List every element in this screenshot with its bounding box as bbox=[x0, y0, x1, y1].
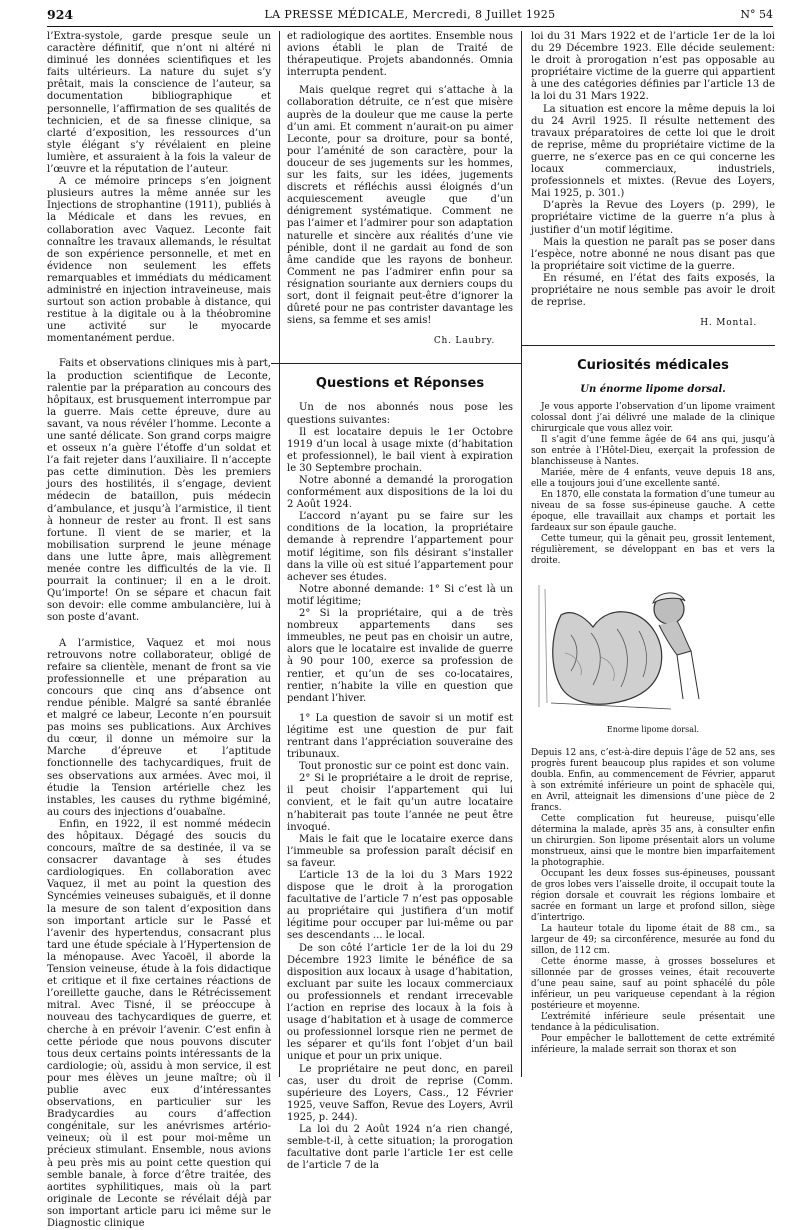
journal-title: LA PRESSE MÉDICALE, Mercredi, 8 Juillet 1925 bbox=[264, 8, 556, 21]
paragraph: et radiologique des aortites. Ensemble nous avions établi le plan de Traité de thérapeutique. Projets abandonnés. Omnia interrupta pendent. bbox=[287, 31, 513, 79]
issue-number: N° 54 bbox=[740, 8, 773, 21]
column-divider bbox=[279, 31, 280, 1077]
paragraph: 1° La question de savoir si un motif est légitime est une question de pur fait rentrant dans l’appréciation souveraine des tribunaux. bbox=[287, 712, 513, 761]
paragraph: Mariée, mère de 4 enfants, veuve depuis 18 ans, elle a toujours joui d’une excellente santé. bbox=[531, 468, 775, 490]
page-number: 924 bbox=[47, 7, 74, 22]
paragraph: Faits et observations cliniques mis à part, la production scientifique de Leconte, ralentie par la préparation au concours des hôpitaux, est brusquement interrompue par la guerre. Mais cette épreuve, dure au savant, va nous révéler l’homme. Leconte a une santé délicate. Son grand corps maigre et osseux n’a guère l’étoffe d’un soldat et l’a fait rejeter dans l’auxiliaire. Il n’accepte pas cette diminution. Dès les premiers jours des hostilités, il s’engage, devient médecin de bataillon, puis médecin d’ambulance, et jusqu’à l’armistice, il tient à honneur de rester au front. Il est sans fortune. Il vient de se marier, et la mobilisation surprend le jeune ménage dans une lutte âpre, mais allègrement menée contre les difficultés de la vie. Il pourrait la continuer; il en a le droit. Qu’importe! On se sépare et chacun fait son devoir: elle comme ambulancière, lui à son poste d’avant. bbox=[47, 358, 271, 624]
paragraph: Cette complication fut heureuse, puisqu’elle détermina la malade, après 35 ans, à consulter enfin un chirurgien. Son lipome présentait alors un volume monstrueux, ainsi que le montre bien imparfaitement la photographie. bbox=[531, 813, 775, 868]
paragraph: Cette énorme masse, à grosses bosselures et sillonnée par de grosses veines, était recouverte d’une peau saine, sauf au point sphacélé du pôle inférieur, un peu variqueuse cependant à la région postérieure et moyenne. bbox=[531, 956, 775, 1011]
paragraph: Tout pronostic sur ce point est donc vain. bbox=[299, 761, 510, 773]
paragraph: 2° Si le propriétaire a le droit de reprise, il peut choisir l’appartement qui lui convient, et le fait qu’un autre locataire n’habiterait pas toute l’année ne peut être invoqué. bbox=[287, 773, 513, 833]
paragraph: Notre abonné demande: 1° Si c’est là un motif légitime; bbox=[287, 583, 513, 607]
section-title: Questions et Réponses bbox=[315, 376, 485, 392]
paragraph: L’extrémité inférieure seule présentait une tendance à la pédiculisation. bbox=[531, 1011, 775, 1033]
page-header bbox=[47, 4, 773, 27]
paragraph: Il est locataire depuis le 1er Octobre 1919 d’un local à usage mixte (d’habitation et professionnel), le bail vient à expiration le 30 Septembre prochain. bbox=[287, 426, 513, 474]
paragraph: En 1870, elle constata la formation d’une tumeur au niveau de sa fosse sus-épineuse gauche. A cette époque, elle travaillait aux champs et portait les fardeaux sur son épaule gauche. bbox=[531, 490, 775, 534]
section-rule bbox=[271, 363, 521, 364]
paragraph: La situation est encore la même depuis la loi du 24 Avril 1925. Il résulte nettement des travaux préparatoires de cette loi que le droit de reprise, même du propriétaire victime de la guerre, ne s’exerce pas en ce qui concerne les locaux commerciaux, industriels, professionnels et mixtes. (Revue des Loyers, Mai 1925, p. 301.) bbox=[531, 103, 775, 200]
paragraph: A ce mémoire princeps s’en joignent plusieurs autres la même année sur les Injections de strophantine (1911), publiés à la Médicale et dans les revues, en collaboration avec Vaquez. Leconte fait connaître les travaux allemands, le résultat de son expérience personnelle, et met en évidence non seulement les effets remarquables et immédiats du médicament administré en injection intraveineuse, mais surtout son action probable à distance, qui restitue à la digitale ou à la théobromine une activité sur le myocarde momentanément perdue. bbox=[47, 176, 271, 345]
paragraph: Enfin, en 1922, il est nommé médecin des hôpitaux. Dégagé des soucis du concours, maître de sa destinée, il va se consacrer davantage à ses études cardiologiques. En collaboration avec Vaquez, il met au point la question des Syncémies veineuses subaiguës, et il donne la mesure de son talent d’exposition dans son important article sur le Passé et l’avenir des hypertendus, consacrant plus tard une étude spéciale à l’Hypertension de la ménopause. Avec Yacoël, il aborde la Tension veineuse, étude à la fois didactique et critique et il fixe certaines réactions de l’oreillette gauche, dans le Rétrécissement mitral. Avec Tisné, il se préoccupe à nouveau des tachycardiques de guerre, et cherche à en prévoir l’avenir. C’est enfin à cette période que nous pouvons discuter tous deux certains points intéressants de la cardiologie; où, assidu à mon service, il est pour mes élèves un jeune maître; où il publie avec eux d’intéressantes observations, en particulier sur les Bradycardies au cours d’affection congénitale, sur les anévrismes artério-veineux; où il est pour moi-même un précieux stimulant. Ensemble, nous avions à peu près mis au point cette question qui semble banale, à force d’être traitée, des aortites syphilitiques, mais où la part originale de Leconte se révélait déjà par son important article paru ici même sur le Diagnostic clinique bbox=[47, 818, 271, 1229]
paragraph: Notre abonné a demandé la prorogation conformément aux dispositions de la loi du 2 Août 1924. bbox=[287, 475, 513, 511]
section-title: Curiosités médicales bbox=[577, 358, 729, 374]
paragraph: Mais la question ne paraît pas se poser dans l’espèce, notre abonné ne nous disant pas que la propriétaire soit victime de la guerre. bbox=[531, 236, 775, 272]
paragraph: Un de nos abonnés nous pose les questions suivantes: bbox=[287, 402, 513, 426]
column-divider bbox=[521, 31, 522, 1077]
paragraph: Depuis 12 ans, c’est-à-dire depuis l’âge de 52 ans, ses progrès furent beaucoup plus rapides et son volume doubla. Enfin, au commencement de Février, apparut à son extrémité inférieure un point de sphacèle qui, en Avril, atteignait les dimensions d’une pièce de 2 francs. bbox=[531, 747, 775, 813]
paragraph: loi du 31 Mars 1922 et de l’article 1er de la loi du 29 Décembre 1923. Elle décide seulement: le droit à prorogation n’est pas opposable au propriétaire victime de la guerre qui appartient à une des catégories définies par l’article 13 de la loi du 31 Mars 1922. bbox=[531, 31, 775, 103]
paragraph: Le propriétaire ne peut donc, en pareil cas, user du droit de reprise (Comm. supérieure des Loyers, Cass., 12 Février 1925, veuve Saffon, Revue des Loyers, Avril 1925, p. 244). bbox=[287, 1063, 513, 1123]
paragraph: En résumé, en l’état des faits exposés, la propriétaire ne nous semble pas avoir le droit de reprise. bbox=[531, 272, 775, 309]
column-right bbox=[531, 31, 775, 1077]
paragraph: Occupant les deux fosses sus-épineuses, poussant de gros lobes vers l’aisselle droite, il occupait toute la région dorsale et couvrait les régions lombaire et sacrée en formant un large et profond sillon, siège d’intertrigo. bbox=[531, 868, 775, 923]
paragraph: D’après la Revue des Loyers (p. 299), le propriétaire victime de la guerre n’a plus à justifier d’un motif légitime. bbox=[531, 200, 775, 236]
paragraph: 2° Si la propriétaire, qui a de très nombreux appartements dans ses immeubles, ne peut pas en choisir un autre, alors que le locataire est invalide de guerre à 90 pour 100, exerce sa profession de rentier, et qu’un de ses co-locataires, rentier, n’habite la ville en question que pendant l’hiver. bbox=[287, 608, 513, 704]
section-rule bbox=[521, 345, 775, 346]
paragraph: Mais quelque regret qui s’attache à la collaboration détruite, ce n’est que misère auprès de la douleur que me cause la perte d’un ami. Et comment n’aurait-on pu aimer Leconte, pour sa droiture, pour sa bonté, pour l’aménité de son caractère, pour la douceur de ses jugements sur les hommes, sur les faits, sur les idées, jugements discrets et réfléchis aussi éloignés d’un acquiescement aveugle que d’un dénigrement systématique. Comment ne pas l’aimer et l’admirer pour son adaptation naturelle et sincère aux réalités d’une vie pénible, dont il ne gardait au fond de son âme candide que les rayons de bonheur. Comment ne pas l’admirer enfin pour sa résignation souriante aux derniers coups du sort, dont il feignait peut-être d’ignorer la dûreté pour ne pas contrister davantage les siens, sa femme et ses amis! bbox=[287, 85, 513, 327]
paragraph: Il s’agit d’une femme âgée de 64 ans qui, jusqu’à son entrée à l’Hôtel-Dieu, exerçait la profession de blanchisseuse à Nantes. bbox=[531, 435, 775, 468]
paragraph: l’Extra-systole, garde presque seule un caractère définitif, que n’ont ni altéré ni diminué les données scientifiques et les faits ultérieurs. La nature du sujet s’y prêtait, mais la conscience de l’auteur, sa documentation bibliographique et personnelle, l’affirmation de ses qualités de technicien, et de sa finesse clinique, sa clarté d’exposition, les ressources d’un style élégant s’y révélaient en pleine lumière, et assuraient à la fois la valeur de l’œuvre et la réputation de l’auteur. bbox=[47, 31, 271, 176]
paragraph: Pour empêcher le ballottement de cette extrémité inférieure, la malade serrait son thorax et son bbox=[531, 1033, 775, 1055]
paragraph: L’article 13 de la loi du 3 Mars 1922 dispose que le droit à la prorogation facultative de l’article 7 n’est pas opposable au propriétaire qui justifiera d’un motif légitime pour occuper par lui-même ou par ses descendants ... le local. bbox=[287, 870, 513, 942]
paragraph: Je vous apporte l’observation d’un lipome vraiment colossal dont j’ai délivré une malade de la clinique chirurgicale que vous allez voir. bbox=[531, 402, 775, 435]
article-subtitle: Un énorme lipome dorsal. bbox=[580, 384, 726, 396]
figure-caption: Enorme lipome dorsal. bbox=[606, 724, 700, 734]
paragraph: Mais le fait que le locataire exerce dans l’immeuble sa profession paraît décisif en sa faveur. bbox=[287, 833, 513, 869]
paragraph: La loi du 2 Août 1924 n’a rien changé, semble-t-il, à cette situation; la prorogation facultative dont parle l’article 1er est celle de l’article 7 de la bbox=[287, 1123, 513, 1172]
signature: H. Montal. bbox=[700, 318, 757, 329]
signature: Ch. Laubry. bbox=[433, 336, 495, 347]
paragraph: Cette tumeur, qui la gênait peu, grossit lentement, régulièrement, se développant en bas et vers la droite. bbox=[531, 534, 775, 567]
lipoma-illustration bbox=[531, 575, 711, 715]
paragraph: De son côté l’article 1er de la loi du 29 Décembre 1923 limite le bénéfice de sa disposition aux locaux à usage d’habitation, excluant par suite les locaux commerciaux ou professionnels et rendant irrecevable l’action en reprise des locaux à la fois à usage d’habitation et à usage de commerce ou professionnel lorsque rien ne permet de les séparer et qu’ils font l’objet d’un bail unique et pour un prix unique. bbox=[287, 942, 513, 1063]
column-middle bbox=[287, 31, 513, 1172]
paragraph: L’accord n’ayant pu se faire sur les conditions de la location, la propriétaire demande à reprendre l’appartement pour motif légitime, son fils désirant s’installer dans la ville où est situé l’appartement pour achever ses études. bbox=[287, 511, 513, 583]
paragraph: La hauteur totale du lipome était de 88 cm., sa largeur de 49; sa circonférence, mesurée au fond du sillon, de 112 cm. bbox=[531, 923, 775, 956]
column-left bbox=[47, 31, 271, 1229]
paragraph: A l’armistice, Vaquez et moi nous retrouvons notre collaborateur, obligé de refaire sa clientèle, menant de front sa vie professionnelle et une préparation au concours que cinq ans d’absence ont rendue pénible. Malgré sa santé ébranlée et malgré ce labeur, Leconte n’en poursuit pas moins ses publications. Aux Archives du cœur, il donne un mémoire sur la Marche d’épreuve et l’aptitude fonctionnelle des tachycardiques, fruit de ses observations aux armées. Avec moi, il étudie la Tension artérielle chez les instables, les causes du rythme bigéminé, au cours des injections d’ouabaïne. bbox=[47, 637, 271, 818]
